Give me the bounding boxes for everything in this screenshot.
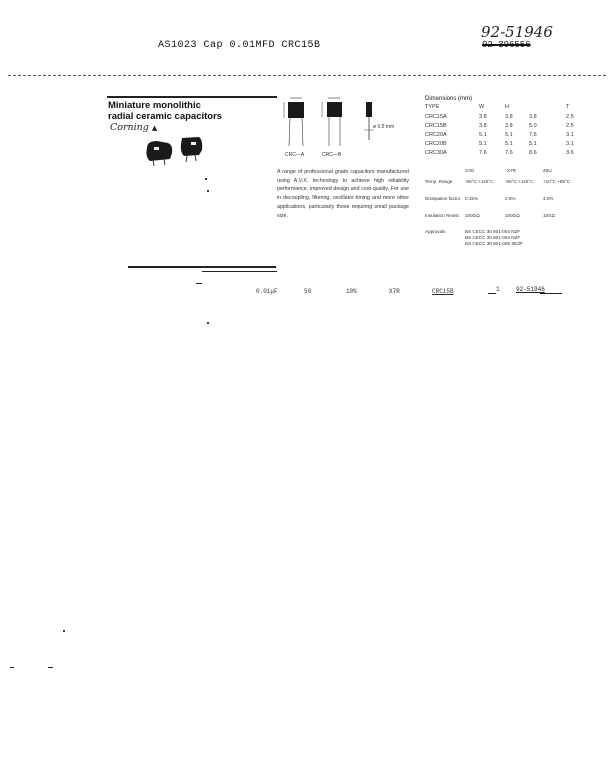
spec-value: +10°C +85°C [543, 179, 571, 184]
speck [207, 190, 209, 192]
dim-l: 8.6 [529, 150, 537, 156]
lead-diameter-note: ø 0.5 mm [373, 124, 395, 130]
spec-value: 100GΩ [465, 213, 480, 218]
spec-label: Insulation Resist. [425, 213, 460, 218]
dim-t: 3.6 [566, 150, 574, 156]
spec-value: 2.5% [505, 196, 516, 201]
spec-value: 100GΩ [505, 213, 520, 218]
dim-t: 3.1 [566, 141, 574, 147]
dimensions-header-row [425, 104, 575, 112]
dim-type: CRC15B [425, 123, 447, 129]
table-row [425, 123, 580, 131]
bottom-rule-mid [202, 271, 277, 272]
dim-l: 3.8 [529, 114, 537, 120]
table-row [425, 150, 580, 158]
dim-header-type: TYPE [425, 104, 440, 110]
title-line-1: Miniature monolithic [108, 100, 201, 111]
spec-header-c0g: C0G [465, 168, 475, 173]
part-description-line: AS1023 Cap 0.01MFD CRC15B [158, 40, 321, 51]
specs-header-row [425, 168, 585, 176]
dim-w: 3.8 [479, 114, 487, 120]
spec-header-z5u: Z5U [543, 168, 552, 173]
spec-value: 3.0% [543, 196, 554, 201]
dim-header-t: T [566, 104, 570, 110]
table-row [425, 132, 580, 140]
order-qty: 1 [496, 286, 500, 293]
order-voltage: 50 [304, 288, 312, 295]
table-row [425, 196, 595, 208]
order-tolerance: 10% [346, 288, 357, 295]
diagram-label-b: CRC—B [322, 152, 342, 158]
scan-speck-dash [10, 667, 14, 668]
header-rule [8, 75, 606, 76]
speck [205, 178, 207, 180]
dim-l: 7.5 [529, 132, 537, 138]
dim-h: 7.6 [505, 150, 513, 156]
spec-value: 0.15% [465, 196, 479, 201]
order-underline [488, 293, 496, 294]
datasheet-title [108, 100, 222, 122]
dim-h: 5.1 [505, 132, 513, 138]
title-line-2: radial ceramic capacitors [108, 111, 223, 122]
table-row [425, 213, 595, 225]
capacitor-photo-1 [144, 138, 174, 166]
dim-w: 3.8 [479, 123, 487, 129]
scan-speck [207, 322, 209, 324]
dim-type: CRC15A [425, 114, 447, 120]
dim-header-w: W [479, 104, 485, 110]
dim-header-h: H [505, 104, 509, 110]
dash-mark [196, 283, 202, 284]
spec-value: -55°C +125°C [465, 179, 494, 184]
spec-value: BS CECC 30 601-009 XEZF [465, 241, 523, 246]
dim-t: 2.5 [566, 123, 574, 129]
spec-value: BS CECC 30 601-004 NZF [465, 229, 521, 234]
order-underline-2 [540, 293, 562, 294]
description-paragraph: A range of professional grade capacitors manufactured using A.V.X. technology to achieve high reliability performance, improved design and cost-quality. For use in decoupling, filtering, oscillator timing and more other applications, particularly those requiring small package size. [277, 169, 409, 219]
struck-stock-number: 92-396556 [482, 40, 531, 50]
dim-h: 5.1 [505, 141, 513, 147]
title-rule [107, 96, 277, 98]
dim-type: CRC20A [425, 132, 447, 138]
dim-type: CRC20B [425, 141, 447, 147]
spec-label: Dissipation factor [425, 196, 461, 201]
order-stock-number: 92-51946 [516, 286, 545, 293]
dim-w: 5.1 [479, 141, 487, 147]
order-type: CRC15B [432, 288, 454, 295]
spec-label: Temp. Range [425, 179, 453, 184]
handwritten-stock-number: 92-51946 [481, 23, 553, 41]
dim-t: 3.1 [566, 132, 574, 138]
dim-h: 3.8 [505, 114, 513, 120]
spec-label: Approvals [425, 229, 446, 234]
table-row [425, 229, 595, 251]
dim-l: 5.1 [529, 141, 537, 147]
dim-w: 5.1 [479, 132, 487, 138]
table-row [425, 179, 595, 191]
bottom-rule-left [128, 266, 276, 268]
triangle-icon: ▲ [151, 124, 158, 132]
dim-t: 2.5 [566, 114, 574, 120]
order-value: 0.01μF [256, 288, 278, 295]
spec-value: -55°C +125°C [505, 179, 534, 184]
brand-name: Corning [110, 122, 149, 133]
scan-speck-dash [48, 667, 53, 668]
diagram-label-a: CRC—A [285, 152, 305, 158]
dim-type: CRC30A [425, 150, 447, 156]
dimensions-title: Dimensions (mm) [425, 96, 473, 102]
dim-l: 5.0 [529, 123, 537, 129]
dim-w: 7.6 [479, 150, 487, 156]
table-row [425, 141, 580, 149]
spec-value: BS CECC 30 601-004 NZF [465, 235, 521, 240]
scan-speck [63, 630, 65, 632]
capacitor-photo-2 [178, 134, 204, 162]
spec-header-x7r: X7R [507, 168, 516, 173]
spec-value: 10GΩ [543, 213, 556, 218]
dim-h: 3.8 [505, 123, 513, 129]
table-row [425, 114, 580, 122]
brand-corning [110, 122, 157, 133]
order-dielectric: X7R [389, 288, 400, 295]
